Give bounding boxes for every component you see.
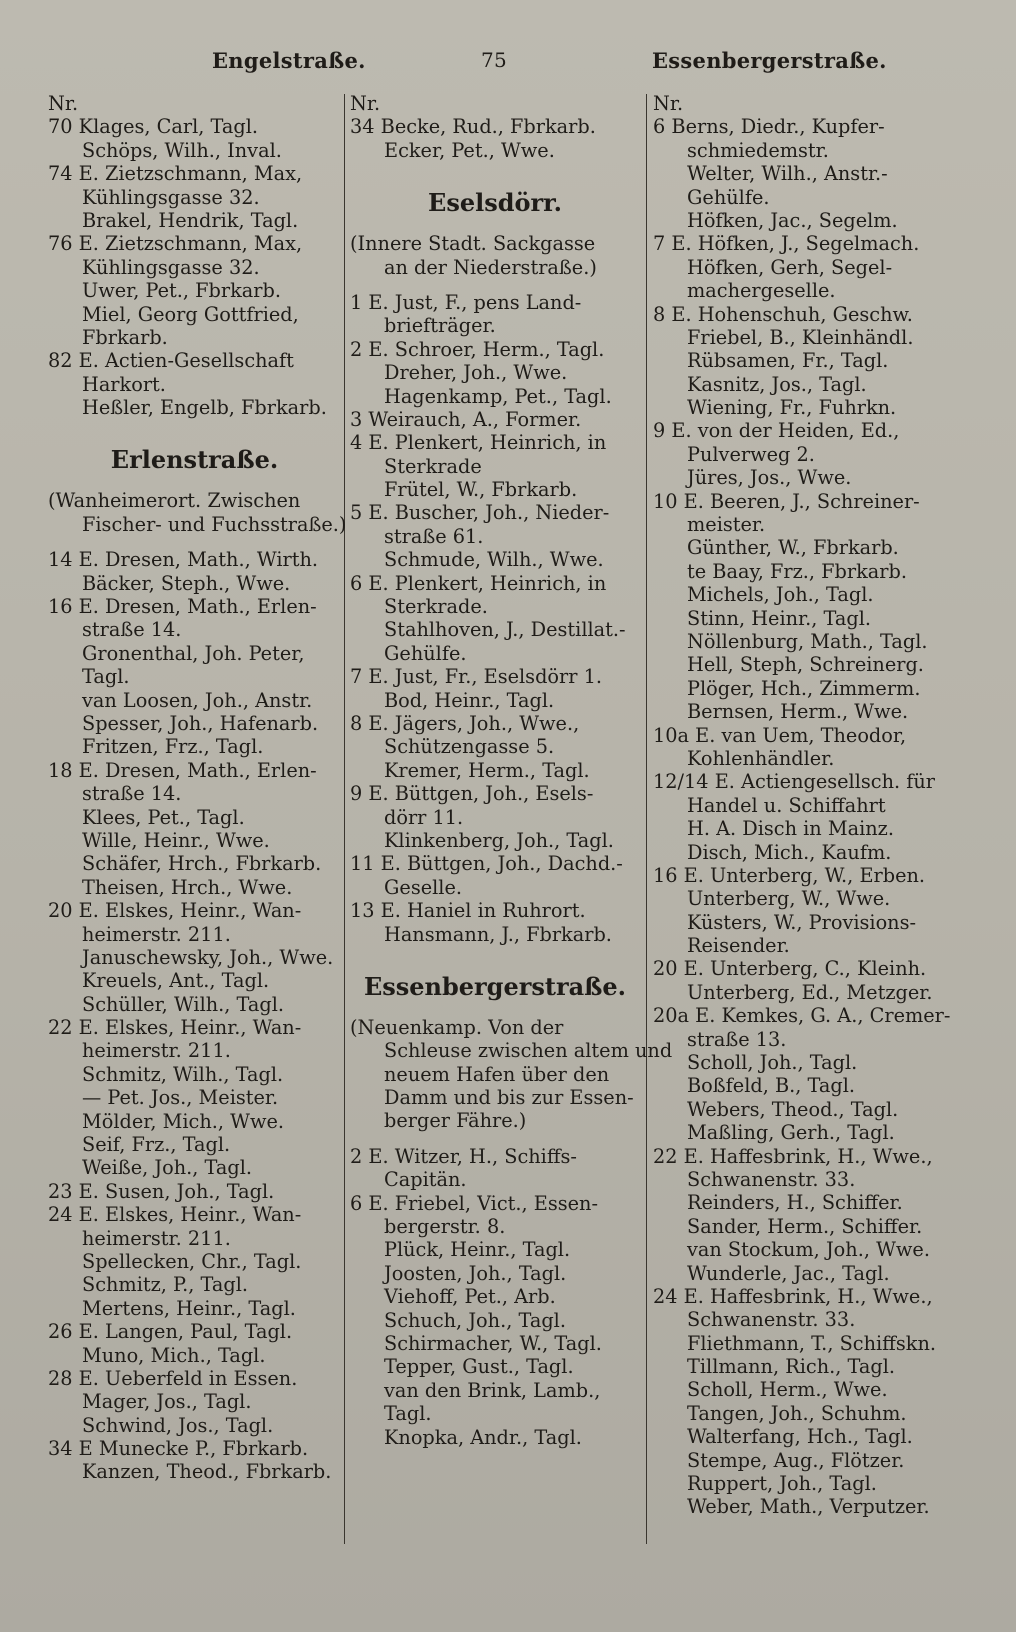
resident-entry: schmiedemstr.: [687, 138, 829, 162]
resident-entry: Gronenthal, Joh. Peter,: [82, 641, 305, 665]
resident-entry: meister.: [687, 513, 766, 537]
resident-entry: Mölder, Mich., Wwe.: [82, 1109, 285, 1133]
resident-entry: heimerstr. 211.: [82, 1226, 231, 1250]
resident-entry: Tangen, Joh., Schuhm.: [687, 1401, 907, 1425]
resident-entry: machergeselle.: [687, 279, 836, 303]
resident-entry: Unterberg, Ed., Metzger.: [687, 980, 933, 1004]
address-entry: 9 E. von der Heiden, Ed.,: [653, 419, 900, 443]
resident-entry: Schmude, Wilh., Wwe.: [384, 548, 604, 572]
address-entry: 12/14 E. Actiengesellsch. für: [653, 770, 936, 794]
column-divider: [344, 94, 345, 1544]
address-entry: 11 E. Büttgen, Joh., Dachd.-: [350, 852, 623, 876]
spacer: [350, 174, 640, 186]
spacer: [350, 1004, 640, 1016]
address-entry: 5 E. Buscher, Joh., Nieder-: [350, 501, 610, 525]
address-entry: 9 E. Büttgen, Joh., Esels-: [350, 782, 594, 806]
resident-entry: Disch, Mich., Kaufm.: [687, 840, 892, 864]
resident-entry: Gehülfe.: [384, 641, 467, 665]
resident-entry: Frütel, W., Fbrkarb.: [384, 478, 578, 502]
address-entry: 4 E. Plenkert, Heinrich, in: [350, 431, 607, 455]
spacer: [350, 279, 640, 291]
resident-entry: Kühlingsgasse 32.: [82, 185, 260, 209]
resident-entry: Bernsen, Herm., Wwe.: [687, 700, 909, 724]
address-entry: 13 E. Haniel in Ruhrort.: [350, 899, 586, 923]
resident-entry: straße 14.: [82, 782, 182, 806]
address-entry: 2 E. Witzer, H., Schiffs-: [350, 1144, 577, 1168]
resident-entry: Sterkrade: [384, 454, 482, 478]
resident-entry: Wunderle, Jac., Tagl.: [687, 1261, 890, 1285]
address-entry: 34 E Munecke P., Fbrkarb.: [48, 1437, 309, 1461]
spacer: [48, 419, 341, 431]
resident-entry: Jüres, Jos., Wwe.: [687, 466, 852, 490]
resident-entry: Fbrkarb.: [82, 325, 168, 349]
resident-entry: Tagl.: [384, 1402, 432, 1426]
resident-entry: van den Brink, Lamb.,: [384, 1378, 601, 1402]
address-entry: 6 E. Friebel, Vict., Essen-: [350, 1191, 598, 1215]
address-entry: 8 E. Jägers, Joh., Wwe.,: [350, 711, 580, 735]
resident-entry: Fritzen, Frz., Tagl.: [82, 735, 264, 759]
resident-entry: Joosten, Joh., Tagl.: [384, 1261, 567, 1285]
page-number: 75: [481, 48, 508, 72]
resident-entry: Klinkenberg, Joh., Tagl.: [384, 828, 614, 852]
resident-entry: Plöger, Hch., Zimmerm.: [687, 676, 921, 700]
address-entry: 26 E. Langen, Paul, Tagl.: [48, 1320, 293, 1344]
address-entry: 6 E. Plenkert, Heinrich, in: [350, 571, 607, 595]
resident-entry: Kühlingsgasse 32.: [82, 255, 260, 279]
resident-entry: Michels, Joh., Tagl.: [687, 583, 874, 607]
resident-entry: Muno, Mich., Tagl.: [82, 1343, 266, 1367]
resident-entry: Mager, Jos., Tagl.: [82, 1390, 252, 1414]
resident-entry: Bod, Heinr., Tagl.: [384, 688, 555, 712]
address-entry: 28 E. Ueberfeld in Essen.: [48, 1366, 298, 1390]
resident-entry: Maßling, Gerh., Tagl.: [687, 1121, 895, 1145]
resident-entry: Capitän.: [384, 1168, 467, 1192]
resident-entry: Harkort.: [82, 372, 166, 396]
resident-entry: Scholl, Joh., Tagl.: [687, 1051, 858, 1075]
spacer: [350, 220, 640, 232]
address-entry: 7 E. Höfken, J., Segelmach.: [653, 232, 920, 256]
resident-entry: Knopka, Andr., Tagl.: [384, 1425, 582, 1449]
resident-entry: Schwanenstr. 33.: [687, 1308, 856, 1332]
running-head-right: Essenbergerstraße.: [652, 48, 887, 73]
street-description: Damm und bis zur Essen-: [384, 1086, 634, 1110]
resident-entry: Wille, Heinr., Wwe.: [82, 828, 270, 852]
address-entry: 10a E. van Uem, Theodor,: [653, 723, 907, 747]
resident-entry: Fliethmann, T., Schiffskn.: [687, 1331, 936, 1355]
street-heading: Erlenstraße.: [110, 445, 279, 475]
column-left: [48, 92, 347, 1547]
resident-entry: Kasnitz, Jos., Tagl.: [687, 372, 867, 396]
street-description: Schleuse zwischen altem und: [384, 1039, 673, 1063]
address-entry: 20 E. Unterberg, C., Kleinh.: [653, 957, 927, 981]
spacer: [48, 431, 341, 443]
address-entry: Nr.: [48, 92, 79, 115]
resident-entry: Schirmacher, W., Tagl.: [384, 1331, 602, 1355]
resident-entry: Weber, Math., Verputzer.: [687, 1495, 930, 1519]
resident-entry: Schützengasse 5.: [384, 735, 555, 759]
resident-entry: Nöllenburg, Math., Tagl.: [687, 629, 928, 653]
spacer: [350, 162, 640, 174]
resident-entry: Schwanenstr. 33.: [687, 1167, 856, 1191]
resident-entry: Kanzen, Theod., Fbrkarb.: [82, 1460, 332, 1484]
resident-entry: Bäcker, Steph., Wwe.: [82, 571, 291, 595]
spacer: [48, 536, 341, 548]
resident-entry: van Loosen, Joh., Anstr.: [82, 688, 313, 712]
resident-entry: Reinders, H., Schiffer.: [687, 1191, 903, 1215]
address-entry: 24 E. Haffesbrink, H., Wwe.,: [653, 1284, 933, 1308]
address-entry: 8 E. Hohenschuh, Geschw.: [653, 302, 913, 326]
address-entry: 2 E. Schroer, Herm., Tagl.: [350, 337, 605, 361]
address-entry: 24 E. Elskes, Heinr., Wan-: [48, 1203, 302, 1227]
resident-entry: Viehoff, Pet., Arb.: [384, 1285, 556, 1309]
street-description: (Neuenkamp. Von der: [350, 1015, 564, 1039]
address-entry: 20 E. Elskes, Heinr., Wan-: [48, 899, 302, 923]
resident-entry: straße 14.: [82, 618, 182, 642]
resident-entry: Geselle.: [384, 875, 462, 899]
resident-entry: dörr 11.: [384, 805, 464, 829]
resident-entry: Schmitz, P., Tagl.: [82, 1273, 248, 1297]
address-entry: 76 E. Zietzschmann, Max,: [48, 232, 303, 256]
resident-entry: Welter, Wilh., Anstr.-: [687, 162, 888, 186]
resident-entry: Klees, Pet., Tagl.: [82, 805, 245, 829]
address-entry: Nr.: [653, 92, 684, 115]
resident-entry: Januschewsky, Joh., Wwe.: [82, 945, 334, 969]
address-entry: 18 E. Dresen, Math., Erlen-: [48, 758, 317, 782]
resident-entry: Uwer, Pet., Fbrkarb.: [82, 279, 281, 303]
resident-entry: heimerstr. 211.: [82, 922, 231, 946]
street-description: neuem Hafen über den: [384, 1062, 610, 1086]
resident-entry: briefträger.: [384, 314, 496, 338]
address-entry: 7 E. Just, Fr., Eselsdörr 1.: [350, 665, 602, 689]
address-entry: 34 Becke, Rud., Fbrkarb.: [350, 115, 596, 139]
resident-entry: Schwind, Jos., Tagl.: [82, 1413, 274, 1437]
resident-entry: Heßler, Engelb, Fbrkarb.: [82, 396, 327, 420]
resident-entry: Rübsamen, Fr., Tagl.: [687, 349, 889, 373]
resident-entry: Spesser, Joh., Hafenarb.: [82, 711, 319, 735]
resident-entry: Kohlenhändler.: [687, 746, 835, 770]
address-entry: 3 Weirauch, A., Former.: [350, 407, 582, 431]
resident-entry: Friebel, B., Kleinhändl.: [687, 325, 914, 349]
resident-entry: Miel, Georg Gottfried,: [82, 302, 299, 326]
spacer: [48, 477, 341, 489]
resident-entry: Schäfer, Hrch., Fbrkarb.: [82, 852, 322, 876]
column-divider: [646, 94, 647, 1544]
resident-entry: bergerstr. 8.: [384, 1215, 506, 1239]
spacer: [350, 958, 640, 970]
column-middle: [350, 92, 673, 1547]
resident-entry: Brakel, Hendrik, Tagl.: [82, 208, 299, 232]
resident-entry: Hansmann, J., Fbrkarb.: [384, 922, 612, 946]
resident-entry: — Pet. Jos., Meister.: [82, 1086, 279, 1110]
address-entry: 22 E. Haffesbrink, H., Wwe.,: [653, 1144, 933, 1168]
address-entry: 16 E. Unterberg, W., Erben.: [653, 863, 926, 887]
resident-entry: Reisender.: [687, 934, 790, 958]
resident-entry: Kreuels, Ant., Tagl.: [82, 969, 270, 993]
resident-entry: Scholl, Herm., Wwe.: [687, 1378, 888, 1402]
resident-entry: Hell, Steph, Schreinerg.: [687, 653, 924, 677]
resident-entry: Ruppert, Joh., Tagl.: [687, 1472, 877, 1496]
resident-entry: Handel u. Schiffahrt: [687, 793, 886, 817]
address-entry: 16 E. Dresen, Math., Erlen-: [48, 595, 317, 619]
resident-entry: Stempe, Aug., Flötzer.: [687, 1448, 905, 1472]
resident-entry: te Baay, Frz., Fbrkarb.: [687, 559, 907, 583]
address-entry: 20a E. Kemkes, G. A., Cremer-: [653, 1004, 951, 1028]
resident-entry: van Stockum, Joh., Wwe.: [687, 1238, 930, 1262]
resident-entry: Tagl.: [82, 665, 130, 689]
resident-entry: Wiening, Fr., Fuhrkn.: [687, 396, 897, 420]
street-description: berger Fähre.): [384, 1109, 527, 1133]
resident-entry: Stahlhoven, J., Destillat.-: [384, 618, 626, 642]
resident-entry: Webers, Theod., Tagl.: [687, 1097, 899, 1121]
resident-entry: heimerstr. 211.: [82, 1039, 231, 1063]
address-entry: 6 Berns, Diedr., Kupfer-: [653, 115, 885, 139]
resident-entry: Sander, Herm., Schiffer.: [687, 1214, 923, 1238]
resident-entry: Spellecken, Chr., Tagl.: [82, 1249, 302, 1273]
address-entry: 74 E. Zietzschmann, Max,: [48, 162, 303, 186]
street-description: (Wanheimerort. Zwischen: [48, 489, 301, 513]
address-entry: 1 E. Just, F., pens Land-: [350, 290, 582, 314]
resident-entry: Pulverweg 2.: [687, 442, 815, 466]
street-description: Fischer- und Fuchsstraße.): [82, 512, 347, 536]
resident-entry: Gehülfe.: [687, 185, 770, 209]
resident-entry: Schmitz, Wilh., Tagl.: [82, 1062, 284, 1086]
street-heading: Eselsdörr.: [428, 188, 562, 218]
resident-entry: Küsters, W., Provisions-: [687, 910, 917, 934]
column-right: [653, 92, 951, 1547]
address-entry: 82 E. Actien-Gesellschaft: [48, 349, 294, 373]
resident-entry: Kremer, Herm., Tagl.: [384, 758, 590, 782]
street-description: an der Niederstraße.): [384, 255, 597, 279]
resident-entry: Mertens, Heinr., Tagl.: [82, 1296, 296, 1320]
resident-entry: Tillmann, Rich., Tagl.: [687, 1355, 896, 1379]
resident-entry: Sterkrade.: [384, 595, 488, 619]
address-entry: 23 E. Susen, Joh., Tagl.: [48, 1179, 275, 1203]
address-entry: Nr.: [350, 92, 381, 115]
resident-entry: Dreher, Joh., Wwe.: [384, 361, 568, 385]
street-description: (Innere Stadt. Sackgasse: [350, 232, 596, 256]
resident-entry: Höfken, Gerh, Segel-: [687, 255, 893, 279]
resident-entry: Tepper, Gust., Tagl.: [384, 1355, 574, 1379]
resident-entry: straße 61.: [384, 524, 484, 548]
resident-entry: Schöps, Wilh., Inval.: [82, 138, 282, 162]
resident-entry: Theisen, Hrch., Wwe.: [82, 875, 293, 899]
resident-entry: Höfken, Jac., Segelm.: [687, 208, 898, 232]
resident-entry: Schuch, Joh., Tagl.: [384, 1308, 566, 1332]
resident-entry: Hagenkamp, Pet., Tagl.: [384, 384, 612, 408]
spacer: [350, 946, 640, 958]
resident-entry: straße 13.: [687, 1027, 787, 1051]
resident-entry: Plück, Heinr., Tagl.: [384, 1238, 571, 1262]
resident-entry: Seif, Frz., Tagl.: [82, 1133, 231, 1157]
address-entry: 70 Klages, Carl, Tagl.: [48, 115, 259, 139]
resident-entry: Walterfang, Hch., Tagl.: [687, 1425, 913, 1449]
resident-entry: Günther, W., Fbrkarb.: [687, 536, 899, 560]
address-entry: 14 E. Dresen, Math., Wirth.: [48, 548, 319, 572]
running-head-left: Engelstraße.: [212, 48, 366, 73]
resident-entry: Schüller, Wilh., Tagl.: [82, 992, 285, 1016]
street-heading: Essenbergerstraße.: [363, 971, 627, 1001]
spacer: [350, 1133, 640, 1145]
resident-entry: Boßfeld, B., Tagl.: [687, 1074, 856, 1098]
resident-entry: Ecker, Pet., Wwe.: [384, 138, 555, 162]
address-entry: 22 E. Elskes, Heinr., Wan-: [48, 1016, 302, 1040]
resident-entry: Weiße, Joh., Tagl.: [82, 1156, 253, 1180]
resident-entry: H. A. Disch in Mainz.: [687, 817, 894, 841]
resident-entry: Stinn, Heinr., Tagl.: [687, 606, 872, 630]
address-entry: 10 E. Beeren, J., Schreiner-: [653, 489, 920, 513]
resident-entry: Unterberg, W., Wwe.: [687, 887, 891, 911]
